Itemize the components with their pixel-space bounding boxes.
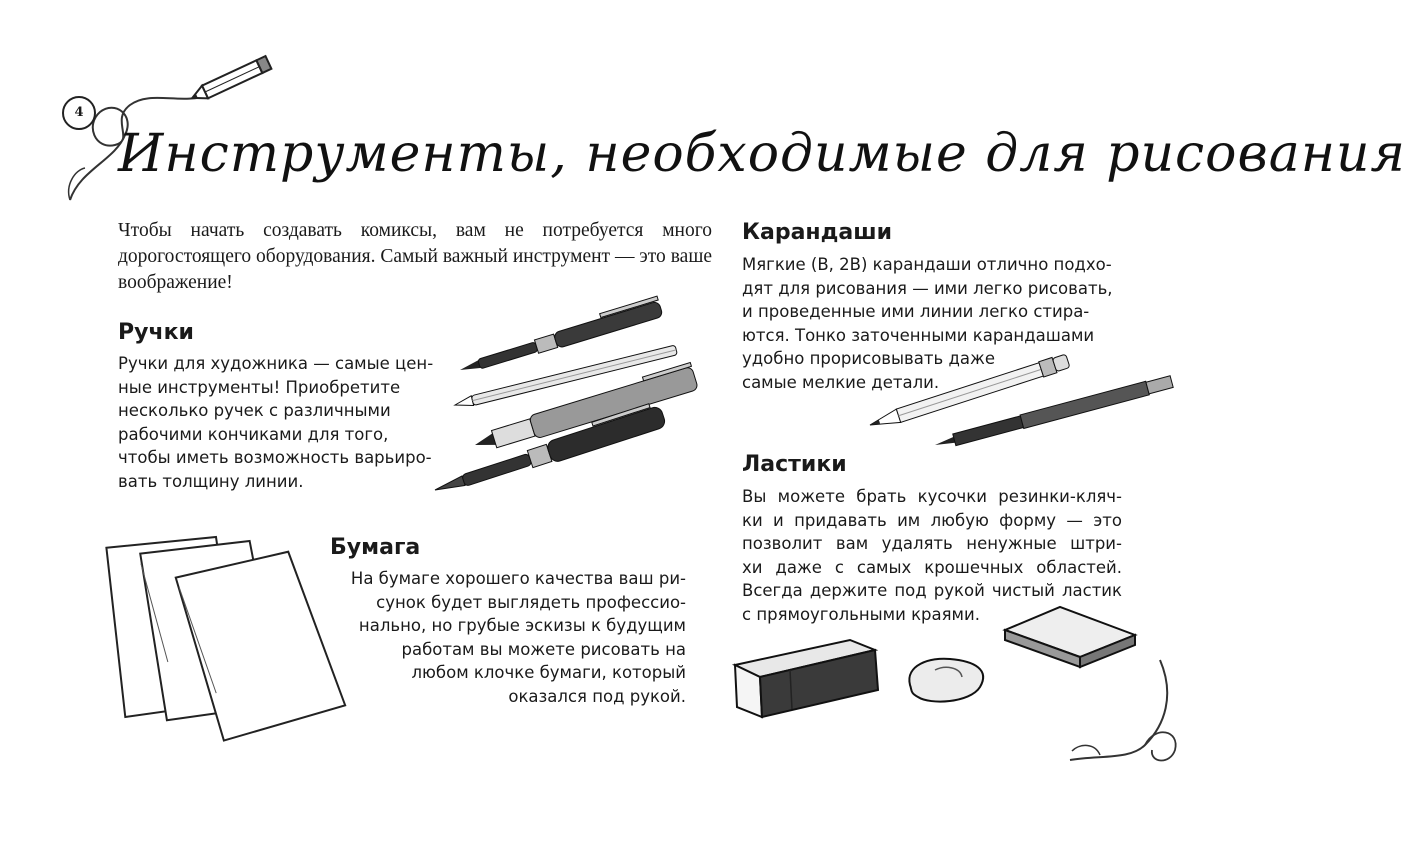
pens-text (118, 352, 448, 493)
text-line: Ручки для художника — самые цен- (118, 354, 434, 373)
text-line: ются. Тонко заточенными карандашами (742, 325, 1095, 345)
text-line: ные инструменты! Приобретите (118, 377, 401, 397)
text-line: дят для рисования — ими легко рисовать, (742, 278, 1113, 298)
erasers-heading: Ластики (742, 452, 847, 477)
text-line: Всегда держите под рукой чистый ластик (742, 581, 1122, 600)
text-line: На бумаге хорошего качества ваш ри- (350, 569, 686, 588)
text-line: ки и придавать им любую форму — это (742, 510, 1122, 530)
pens-illustration (430, 290, 710, 500)
text-line: и проведенные ими линии легко стира- (742, 302, 1090, 321)
text-line: работам вы можете рисовать на (401, 639, 686, 659)
text-line: удобно прорисовывать даже (742, 349, 995, 368)
text-line: чтобы иметь возможность варьиро- (118, 448, 432, 467)
text-line: позволит вам удалять ненужные штри- (742, 534, 1122, 553)
text-line: несколько ручек с различными (118, 401, 391, 420)
text-line: хи даже с самых крошечных областей. (742, 557, 1122, 577)
text-line: нально, но грубые эскизы к будущим (358, 616, 686, 635)
pens-heading: Ручки (118, 320, 194, 345)
text-line: самые мелкие детали. (742, 372, 940, 392)
intro-paragraph: Чтобы начать создавать комиксы, вам не потребуется много дорогостоящего оборудования. Самый важный инструмент — это ваше воображение! (118, 220, 712, 293)
page-number: 4 (62, 96, 96, 130)
text-line: с прямоугольными краями. (742, 604, 980, 624)
text-line: Мягкие (B, 2B) карандаши отлично подхо- (742, 255, 1112, 274)
pencils-illustration (870, 360, 1180, 460)
paper-sheets-illustration (100, 535, 350, 725)
corner-flourish (1060, 655, 1180, 775)
text-line: оказался под рукой. (508, 686, 686, 706)
text-line: Вы можете брать кусочки резинки-кляч- (742, 487, 1122, 506)
text-line: любом клочке бумаги, который (411, 663, 686, 682)
page-title: Инструменты, необходимые для рисования (118, 124, 1406, 184)
pencils-heading: Карандаши (742, 220, 893, 245)
paper-text (330, 567, 686, 708)
text-line: рабочими кончиками для того, (118, 424, 389, 444)
text-line: сунок будет выглядеть профессио- (376, 592, 686, 612)
text-line: вать толщину линии. (118, 471, 304, 491)
paper-heading: Бумага (330, 535, 421, 560)
